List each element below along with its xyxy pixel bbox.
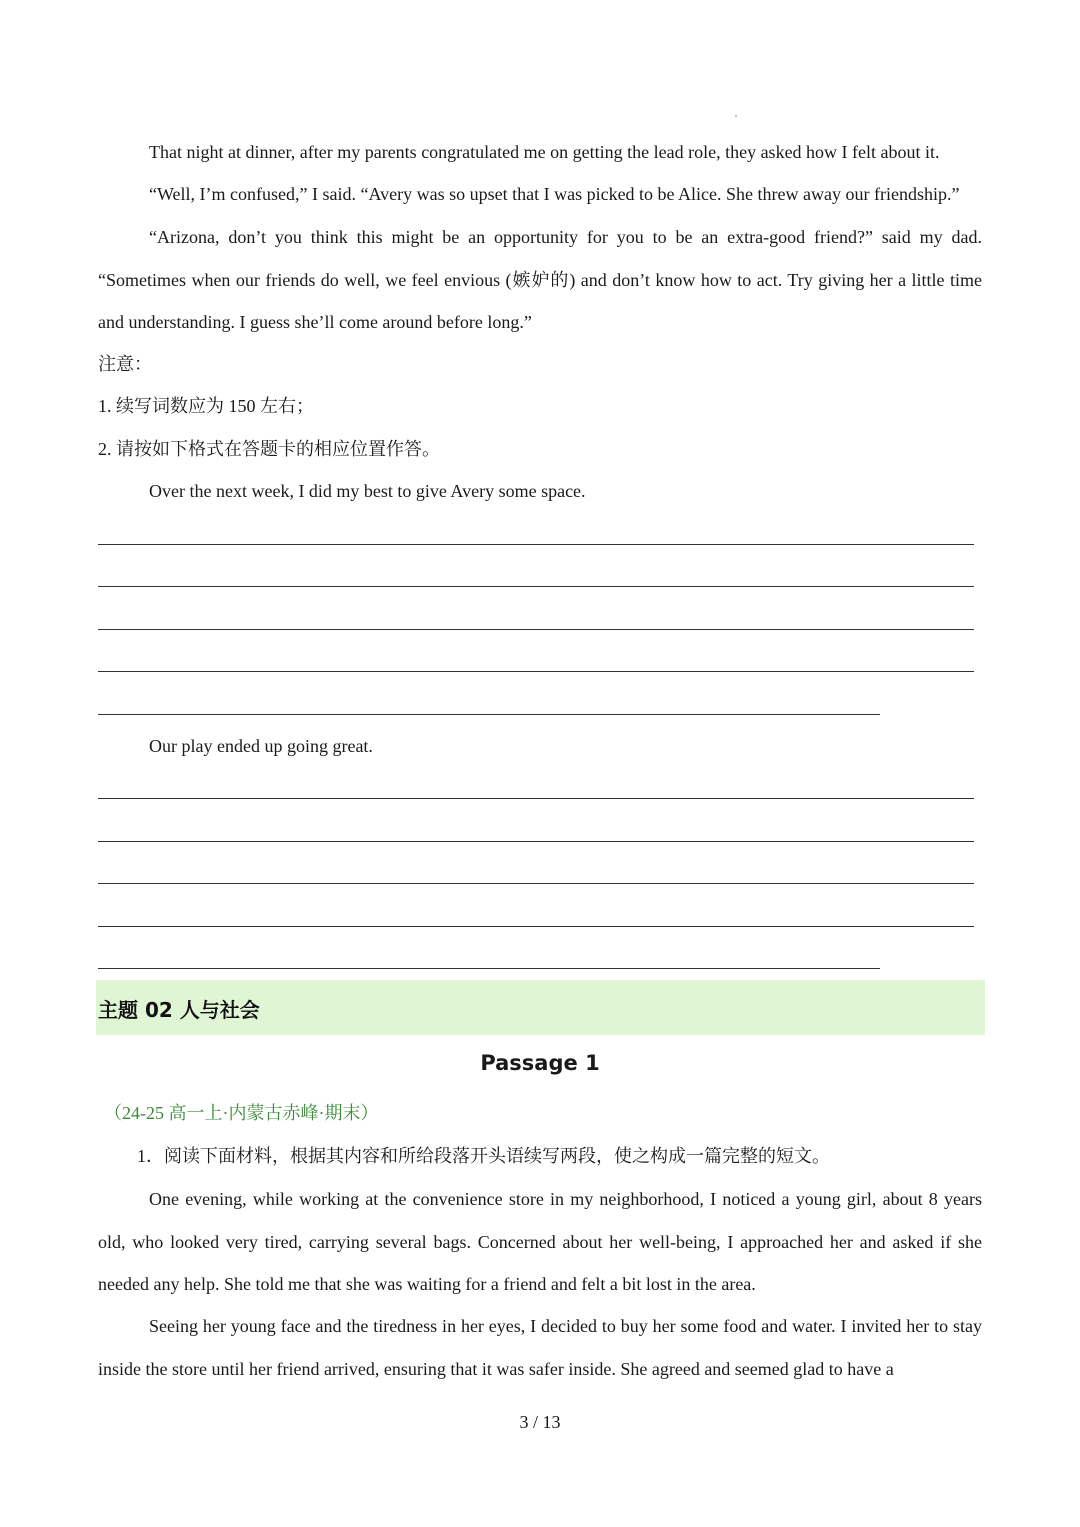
page-number: 3 / 13 <box>519 1412 561 1432</box>
answer-line[interactable] <box>98 883 974 884</box>
scan-speck <box>735 115 737 117</box>
paragraph-dad: “Arizona, don’t you think this might be an opportunity for you to be an extra-good friend?” said my dad. “Sometimes when our friends do well, we feel envious (嫉妒的) and don’t know how to act. Try giving her a little time and understanding. I guess she’ll come around before long.” <box>98 227 982 332</box>
topic-banner <box>96 980 985 1035</box>
answer-line[interactable] <box>98 714 880 715</box>
prompt-first-paragraph: Over the next week, I did my best to give Avery some space. <box>149 481 586 501</box>
notes-label: 注意： <box>98 354 152 374</box>
answer-line[interactable] <box>98 798 974 799</box>
passage-paragraph-1: One evening, while working at the convenience store in my neighborhood, I noticed a young girl, about 8 years old, who looked very tired, carrying several bags. Concerned about her well-being, I approached her and asked if she needed any help. She told me that she was waiting for a friend and felt a bit lost in the area. <box>98 1189 982 1294</box>
notes-item-1: 1. 续写词数应为 150 左右； <box>98 396 314 416</box>
answer-line[interactable] <box>98 968 880 969</box>
answer-line[interactable] <box>98 629 974 630</box>
prompt-second-paragraph: Our play ended up going great. <box>149 736 373 756</box>
passage-paragraph-2: Seeing her young face and the tiredness in her eyes, I decided to buy her some food and water. I invited her to stay inside the store until her friend arrived, ensuring that it was safer inside. She agreed and seemed glad to have a <box>98 1316 982 1379</box>
answer-line[interactable] <box>98 544 974 545</box>
paragraph-dinner: That night at dinner, after my parents congratulated me on getting the lead role, they asked how I felt about it. <box>149 142 940 162</box>
passage-title: Passage 1 <box>480 1051 600 1075</box>
topic-title: 主题 02 人与社会 <box>98 998 260 1022</box>
paragraph-confused: “Well, I’m confused,” I said. “Avery was so upset that I was picked to be Alice. She threw away our friendship.” <box>149 184 960 204</box>
answer-line[interactable] <box>98 671 974 672</box>
answer-line[interactable] <box>98 926 974 927</box>
question-source: （24-25 高一上·内蒙古赤峰·期末） <box>104 1103 379 1123</box>
notes-item-2: 2. 请按如下格式在答题卡的相应位置作答。 <box>98 439 440 459</box>
answer-line[interactable] <box>98 841 974 842</box>
answer-line[interactable] <box>98 586 974 587</box>
question-instruction: 1．阅读下面材料，根据其内容和所给段落开头语续写两段，使之构成一篇完整的短文。 <box>137 1146 830 1166</box>
